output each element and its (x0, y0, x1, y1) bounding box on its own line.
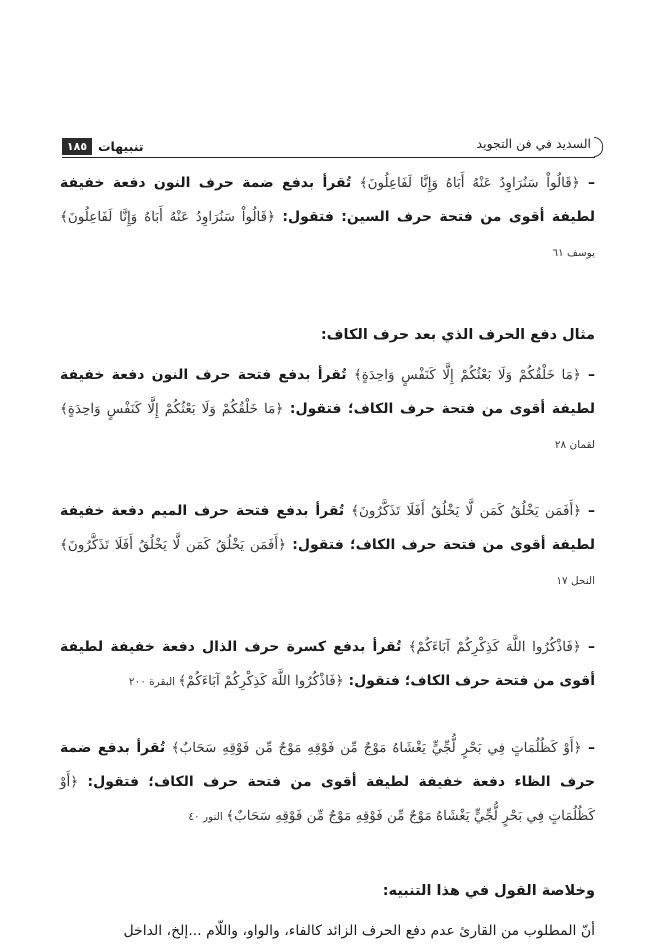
explanation-text: تُقرأ بدفع ضمة حرف النون دفعة خفيفة لطيفة أقوى من فتحة حرف السين: فتقول: (60, 175, 596, 225)
page-body (60, 166, 595, 948)
bullet-dash: – (579, 175, 596, 191)
explanation-text: تُقرأ بدفع فتحة حرف الميم دفعة خفيفة لطيفة أقوى من فتحة حرف الكاف؛ فتقول: (60, 503, 595, 553)
quran-verse-repeat: ﴿فَاذْكُرُوا اللَّهَ كَذِكْرِكُمْ آبَاءَكُمْ﴾ (178, 673, 344, 689)
explanation-text: تُقرأ بدفع ضمة حرف الظاء دفعة خفيفة لطيفة أقوى من فتحة حرف الكاف؛ فتقول: (60, 740, 595, 790)
example-paragraph-nahl (60, 494, 595, 598)
bullet-dash: – (581, 740, 595, 756)
header-rule (62, 157, 595, 158)
example-paragraph-baqarah (60, 630, 595, 699)
quran-verse-repeat: ﴿أَفَمَن يَخْلُقُ كَمَن لَّا يَخْلُقُ أَفَلَا تَذَكَّرُونَ﴾ (60, 537, 287, 553)
running-header (60, 134, 595, 160)
quran-verse-repeat: ﴿أَوْ كَظُلُمَاتٍ فِي بَحْرٍ لُّجِّيٍّ يَغْشَاهُ مَوْجٌ مِّن فَوْقِهِ مَوْجٌ مِّن فَوْقِهِ سَحَابٌ﴾ (60, 774, 595, 824)
quran-verse-repeat: ﴿مَا خَلْقُكُمْ وَلَا بَعْثُكُمْ إِلَّا كَنَفْسٍ وَاحِدَةٍ﴾ (60, 401, 284, 417)
verse-reference: النور ٤٠ (188, 811, 227, 823)
verse-reference: البقرة ٢٠٠ (128, 676, 179, 688)
quran-verse: ﴿قَالُواْ سَنُرَاوِدُ عَنْهُ أَبَاهُ وَإِنَّا لَفَاعِلُونَ﴾ (359, 175, 580, 191)
explanation-text: تُقرأ بدفع كسرة حرف الذال دفعة خفيفة لطيفة أقوى من فتحة حرف الكاف؛ فتقول: (60, 639, 595, 689)
quran-verse: ﴿أَفَمَن يَخْلُقُ كَمَن لَّا يَخْلُقُ أَفَلَا تَذَكَّرُونَ﴾ (351, 503, 582, 519)
page-number: ١٨٥ (62, 138, 92, 155)
quran-verse: ﴿أَوْ كَظُلُمَاتٍ فِي بَحْرٍ لُّجِّيٍّ يَغْشَاهُ مَوْجٌ مِّن فَوْقِهِ مَوْجٌ مِّن فَوْقِهِ سَحَابٌ﴾ (171, 740, 582, 756)
bullet-dash: – (581, 503, 596, 519)
bullet-dash: – (580, 639, 596, 655)
section-heading: مثال دفع الحرف الذي بعد حرف الكاف: (320, 327, 595, 343)
verse-reference: يوسف ٦١ (552, 247, 595, 259)
example-paragraph-luqman (60, 358, 595, 462)
quran-verse-repeat: ﴿قَالُواْ سَنُرَاوِدُ عَنْهُ أَبَاهُ وَإِنَّا لَفَاعِلُونَ﴾ (60, 209, 276, 225)
conclusion-heading: وخلاصة القول في هذا التنبيه: (382, 883, 595, 899)
quran-verse: ﴿فَاذْكُرُوا اللَّهَ كَذِكْرِكُمْ آبَاءَكُمْ﴾ (408, 639, 581, 655)
conclusion-text: أنّ المطلوب من القارئ عدم دفع الحرف الزائد كالفاء، والواو، واللّام ...إلخ، الداخل (123, 923, 595, 939)
book-title: السديد في فن التجويد (476, 136, 591, 151)
bullet-dash: – (580, 367, 596, 383)
header-bracket-ornament (594, 137, 603, 157)
verse-reference: النحل ١٧ (556, 575, 595, 587)
section-title: تنبيهات (98, 139, 144, 154)
verse-reference: لقمان ٢٨ (554, 439, 595, 451)
example-paragraph-yusuf (60, 166, 595, 270)
example-paragraph-nur (60, 731, 595, 834)
quran-verse: ﴿مَا خَلْقُكُمْ وَلَا بَعْثُكُمْ إِلَّا كَنَفْسٍ وَاحِدَةٍ﴾ (353, 367, 581, 383)
explanation-text: تُقرأ بدفع فتحة حرف النون دفعة خفيفة لطيفة أقوى من فتحة حرف الكاف؛ فتقول: (60, 367, 595, 417)
